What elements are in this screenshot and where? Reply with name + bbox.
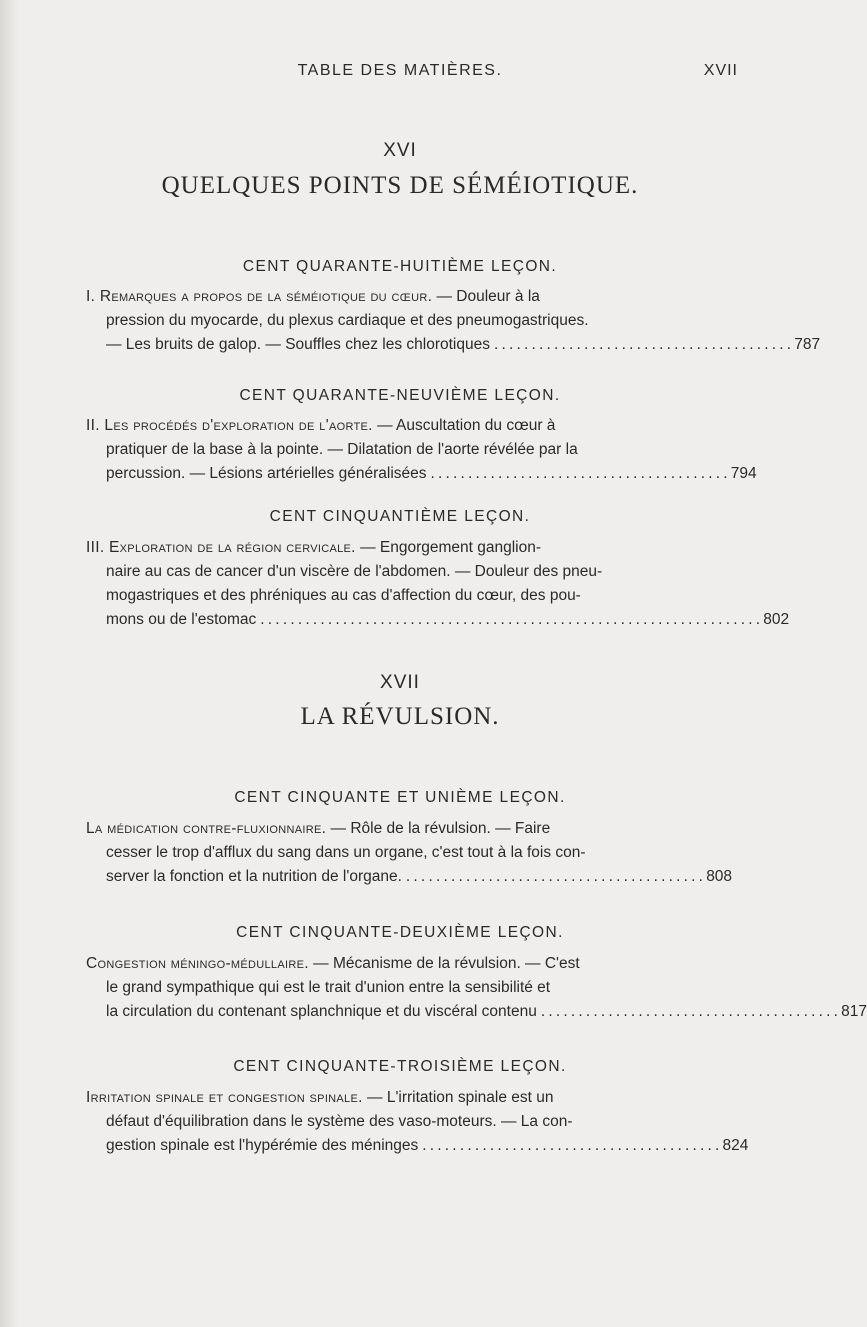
entry-lead: Congestion méningo-médullaire. [86, 955, 309, 972]
lesson-heading: CENT QUARANTE-HUITIÈME LEÇON. [242, 258, 558, 275]
running-header-page-number: XVII [703, 62, 738, 79]
entry-line: server la fonction et la nutrition de l'organe. [106, 868, 402, 885]
entry-page-number: 802 [763, 611, 790, 628]
dot-leader: ........................................ [540, 1003, 842, 1020]
entry-line: mons ou de l'estomac [106, 611, 257, 628]
dot-leader: ........................................ [493, 336, 795, 353]
toc-entry [86, 952, 867, 1024]
entry-line: pression du myocarde, du plexus cardiaque et des pneumogastriques. [106, 312, 589, 329]
entry-line: — Engorgement ganglion- [355, 539, 542, 556]
chapter-title: QUELQUES POINTS DE SÉMÉIOTIQUE. [161, 172, 639, 199]
entry-page-number: 794 [730, 465, 757, 482]
entry-line: — Auscultation du cœur à [372, 417, 556, 434]
chapter-title: LA RÉVULSION. [300, 703, 500, 730]
lesson-heading: CENT CINQUANTE-TROISIÈME LEÇON. [233, 1058, 567, 1075]
entry-lead: Irritation spinale et congestion spinale. [86, 1089, 363, 1106]
entry-line: naire au cas de cancer d'un viscère de l'abdomen. — Douleur des pneu- [106, 563, 603, 580]
entry-line: mogastriques et des phréniques au cas d'affection du cœur, des pou- [106, 587, 581, 604]
entry-line: la circulation du contenant splanchnique et du viscéral contenu [106, 1003, 537, 1020]
entry-lead: I. Remarques a propos de la séméiotique du cœur. [86, 288, 433, 305]
entry-line: — Mécanisme de la révulsion. — C'est [308, 955, 580, 972]
entry-page-number: 787 [794, 336, 821, 353]
lesson-heading: CENT CINQUANTIÈME LEÇON. [269, 508, 531, 525]
chapter-number: XVI [383, 140, 417, 161]
running-header-title: TABLE DES MATIÈRES. [297, 62, 503, 79]
entry-lead: II. Les procédés d'exploration de l'aorte. [86, 417, 373, 434]
entry-lead: La médication contre-fluxionnaire. [86, 820, 327, 837]
entry-page-number: 824 [722, 1137, 749, 1154]
dot-leader: ................................................................... [260, 611, 764, 628]
entry-page-number: 817 [841, 1003, 867, 1020]
toc-entry [86, 817, 733, 889]
entry-line: — Les bruits de galop. — Souffles chez les chlorotiques [106, 336, 490, 353]
dot-leader: ........................................ [405, 868, 707, 885]
entry-line: — Rôle de la révulsion. — Faire [326, 820, 551, 837]
entry-line: — L'irritation spinale est un [362, 1089, 554, 1106]
dot-leader: ........................................ [430, 465, 731, 482]
entry-line: gestion spinale est l'hypérémie des méninges [106, 1137, 419, 1154]
entry-line: — Douleur à la [432, 288, 540, 305]
entry-line: le grand sympathique qui est le trait d'union entre la sensibilité et [106, 979, 551, 996]
entry-page-number: 808 [706, 868, 733, 885]
toc-entry [86, 414, 757, 486]
lesson-heading: CENT QUARANTE-NEUVIÈME LEÇON. [239, 387, 561, 404]
dot-leader: ........................................ [422, 1137, 723, 1154]
entry-line: cesser le trop d'afflux du sang dans un organe, c'est tout à la fois con- [106, 844, 586, 861]
entry-line: défaut d'équilibration dans le système des vaso-moteurs. — La con- [106, 1113, 573, 1130]
lesson-heading: CENT CINQUANTE-DEUXIÈME LEÇON. [236, 924, 564, 941]
toc-entry [86, 536, 790, 632]
toc-entry [86, 285, 821, 357]
toc-entry [86, 1086, 749, 1158]
entry-line: pratiquer de la base à la pointe. — Dilatation de l'aorte révélée par la [106, 441, 578, 458]
entry-line: percussion. — Lésions artérielles généralisées [106, 465, 427, 482]
entry-lead: III. Exploration de la région cervicale. [86, 539, 356, 556]
chapter-number: XVII [380, 672, 420, 693]
lesson-heading: CENT CINQUANTE ET UNIÈME LEÇON. [234, 789, 566, 806]
